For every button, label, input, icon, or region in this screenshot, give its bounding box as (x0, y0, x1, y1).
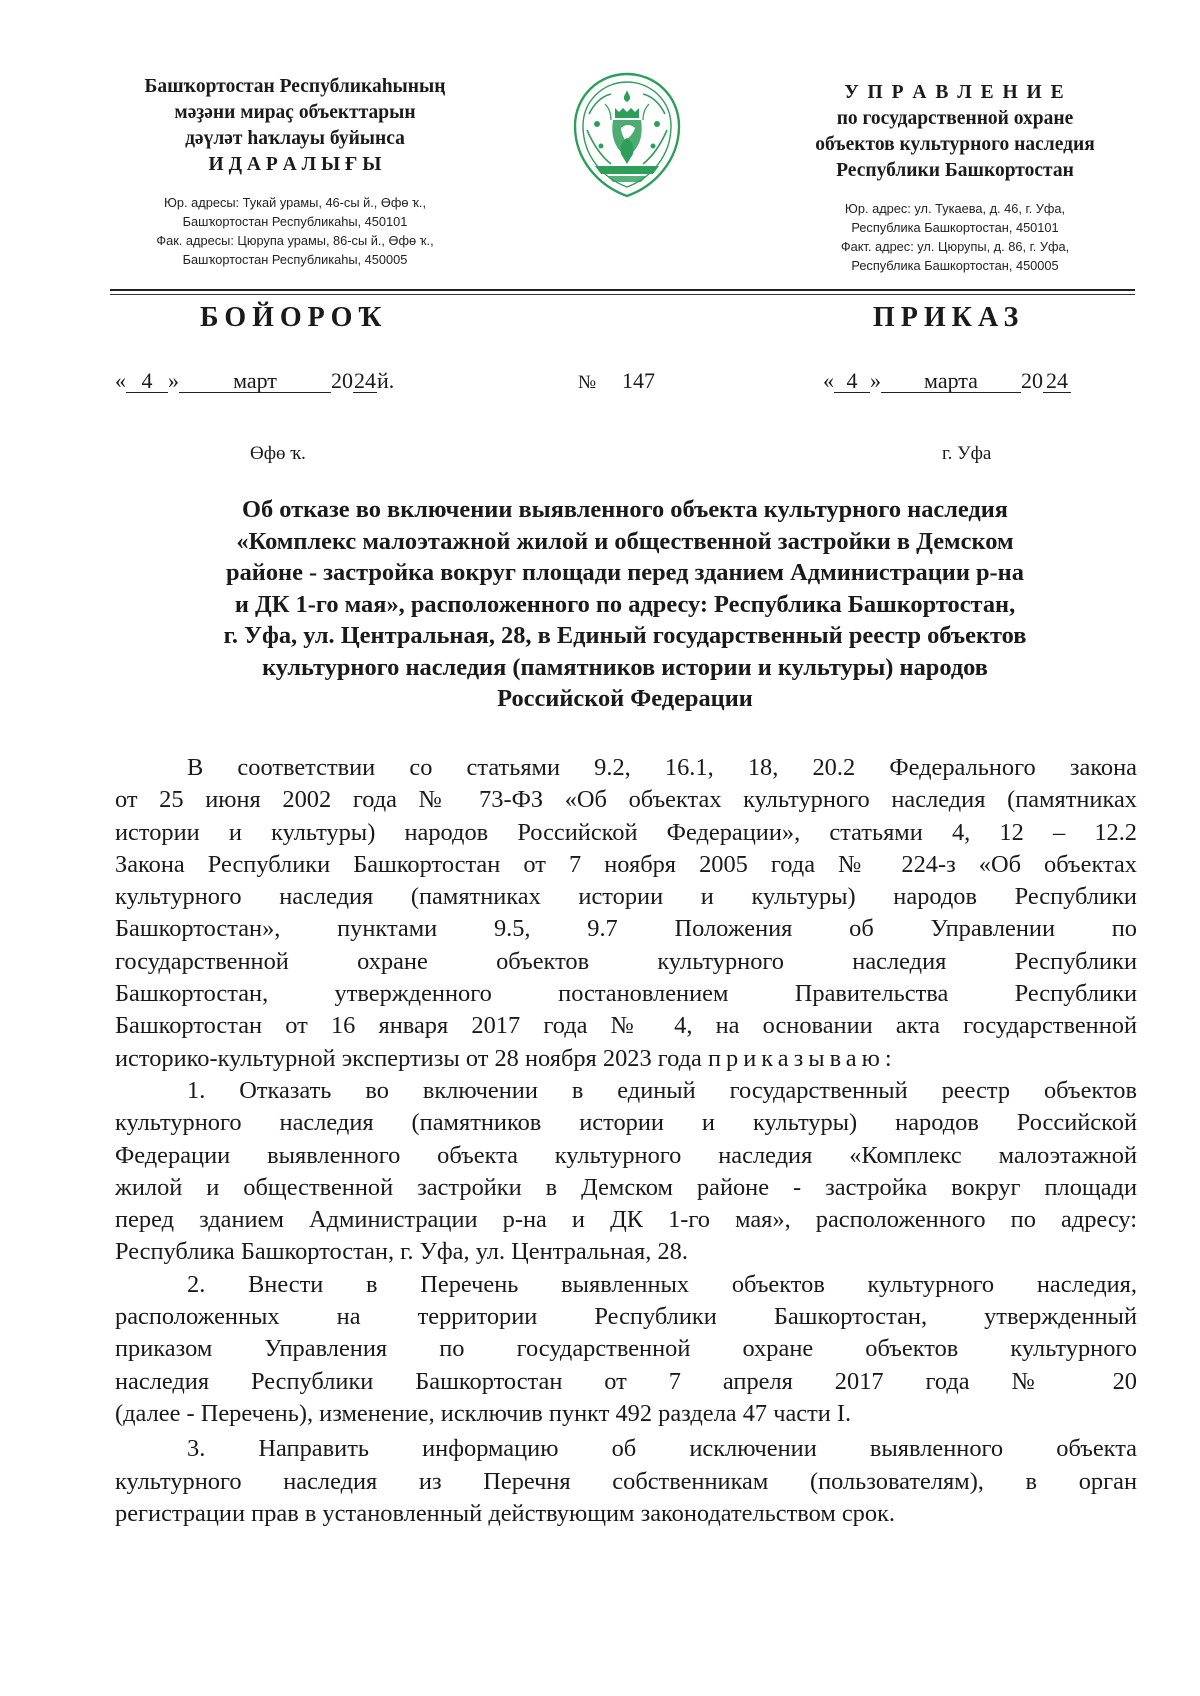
body-line: культурного наследия из Перечня собственникам (пользователям), в орган (115, 1467, 1137, 1495)
city-bashkir: Өфө ҡ. (250, 443, 306, 464)
org-name-line: Республики Башкортостан (836, 160, 1074, 181)
address-line: Факт. адрес: ул. Цюрупы, д. 86, г. Уфа, (840, 239, 1070, 254)
document-body (115, 752, 1137, 1530)
org-name-line: по государственной охране (836, 108, 1074, 129)
body-line: В соответствии со статьями 9.2, 16.1, 18, 20.2 Федерального закона (187, 754, 1137, 781)
body-line: жилой и общественной застройки в Демском районе - застройка вокруг площади (115, 1173, 1137, 1201)
body-line: Республика Башкортостан, г. Уфа, ул. Центральная, 28. (115, 1238, 688, 1266)
address-line: Фак. адресы: Цюрупа урамы, 86-сы й., Өфө ҡ., (156, 233, 434, 248)
header-left-org (110, 74, 480, 269)
title-line: «Комплекс малоэтажной жилой и общественной застройки в Демском (236, 527, 1014, 555)
body-line: регистрации прав в установленный действующим законодательством срок. (115, 1499, 896, 1527)
org-name-line: И Д А Р А Л Ы Ғ Ы (208, 154, 382, 175)
body-line: 3. Направить информацию об исключении выявленного объекта (187, 1435, 1137, 1463)
body-line: Федерации выявленного объекта культурного наследия «Комплекс малоэтажной (115, 1141, 1137, 1169)
title-line: культурного наследия (памятников истории и культуры) народов (262, 653, 988, 681)
date-year-prefix: 20 (331, 368, 353, 393)
coat-of-arms-icon (567, 68, 687, 203)
title-line: районе - застройка вокруг площади перед зданием Администрации р-на (226, 559, 1024, 586)
date-year-suffix: 24 (1043, 370, 1071, 393)
address-line: Башҡортостан Республикаһы, 450101 (182, 214, 408, 229)
doc-type-russian: ПРИКАЗ (873, 302, 1025, 333)
date-month: март (179, 370, 331, 393)
address-line: Республика Башкортостан, 450005 (851, 258, 1059, 273)
body-line: истории и культуры) народов Российской Федерации», статьями 4, 12 – 12.2 (115, 818, 1137, 846)
body-line: культурного наследия (памятников истории и культуры) народов Российской (115, 1109, 1137, 1137)
date-day: 4 (126, 370, 168, 393)
body-line: 1. Отказать во включении в единый государственный реестр объектов (187, 1076, 1137, 1104)
document-title (115, 494, 1135, 715)
item-2-paragraph (115, 1269, 1137, 1430)
address-line: Юр. адресы: Тукай урамы, 46-сы й., Өфө ҡ., (163, 195, 427, 210)
body-line: Башкортостан», пунктами 9.5, 9.7 Положения об Управлении по (115, 915, 1137, 943)
body-line: приказом Управления по государственной охране объектов культурного (115, 1335, 1137, 1363)
date-year-prefix: 20 (1021, 368, 1043, 393)
body-line: перед зданием Администрации р-на и ДК 1-го мая», расположенного по адресу: (115, 1206, 1137, 1234)
header-divider-thin (110, 294, 1135, 295)
body-line: от 25 июня 2002 года № 73-ФЗ «Об объектах культурного наследия (памятниках (115, 786, 1137, 814)
order-number-label: № (578, 372, 597, 393)
item-3-paragraph (115, 1433, 1137, 1530)
quote-close: » (168, 368, 179, 393)
body-line-text: историко-культурной экспертизы от 28 ноября 2023 года (115, 1044, 702, 1072)
org-name-line: Башҡортостан Республикаһының (144, 76, 446, 97)
title-line: г. Уфа, ул. Центральная, 28, в Единый государственный реестр объектов (223, 622, 1027, 649)
preamble-paragraph (115, 752, 1137, 1075)
body-line: Башкортостан от 16 января 2017 года № 4, на основании акта государственной (115, 1012, 1137, 1040)
header-right-org (790, 80, 1120, 275)
date-right (823, 368, 1071, 394)
body-line: расположенных на территории Республики Башкортостан, утвержденный (115, 1303, 1137, 1331)
org-name-line: У П Р А В Л Е Н И Е (844, 82, 1066, 103)
body-line: 2. Внести в Перечень выявленных объектов культурного наследия, (187, 1270, 1137, 1298)
city-russian: г. Уфа (942, 443, 992, 464)
quote-close: » (870, 368, 881, 393)
body-line: государственной охране объектов культурного наследия Республики (115, 947, 1137, 975)
date-day: 4 (834, 370, 870, 393)
body-line: культурного наследия (памятниках истории и культуры) народов Республики (115, 883, 1137, 911)
org-name-line: объектов культурного наследия (815, 134, 1095, 155)
date-year-suffix: 24 (354, 368, 376, 393)
doc-type-bashkir: БОЙОРОҠ (200, 302, 388, 333)
org-name-line: мәҙәни мираҫ объекттарын (174, 102, 416, 123)
quote-open: « (115, 368, 126, 393)
body-line: Закона Республики Башкортостан от 7 ноября 2005 года № 224-з «Об объектах (115, 850, 1137, 878)
item-1-paragraph (115, 1075, 1137, 1269)
address-line: Юр. адрес: ул. Тукаева, д. 46, г. Уфа, (844, 201, 1066, 216)
body-line: Башкортостан, утвержденного постановлением Правительства Республики (115, 980, 1137, 1008)
body-line: (далее - Перечень), изменение, исключив пункт 492 раздела 47 части I. (115, 1399, 852, 1427)
title-line: и ДК 1-го мая», расположенного по адресу: Республика Башкортостан, (234, 590, 1016, 618)
body-line: наследия Республики Башкортостан от 7 апреля 2017 года № 20 (115, 1367, 1137, 1395)
header-divider (110, 289, 1135, 291)
address-block-left (110, 193, 480, 269)
date-year-word: й. (377, 368, 395, 393)
date-left (115, 368, 394, 394)
order-number: 147 (622, 368, 655, 393)
address-block-right (790, 199, 1120, 275)
order-word: приказываю: (707, 1044, 897, 1072)
address-line: Башҡортостан Республикаһы, 450005 (182, 252, 408, 267)
title-line: Российской Федерации (497, 685, 753, 712)
quote-open: « (823, 368, 834, 393)
address-line: Республика Башкортостан, 450101 (851, 220, 1059, 235)
title-line: Об отказе во включении выявленного объекта культурного наследия (242, 496, 1008, 523)
org-name-line: дәүләт һаҡлауы буйынса (185, 128, 405, 149)
body-line (115, 1043, 1137, 1075)
date-month: марта (881, 370, 1021, 393)
